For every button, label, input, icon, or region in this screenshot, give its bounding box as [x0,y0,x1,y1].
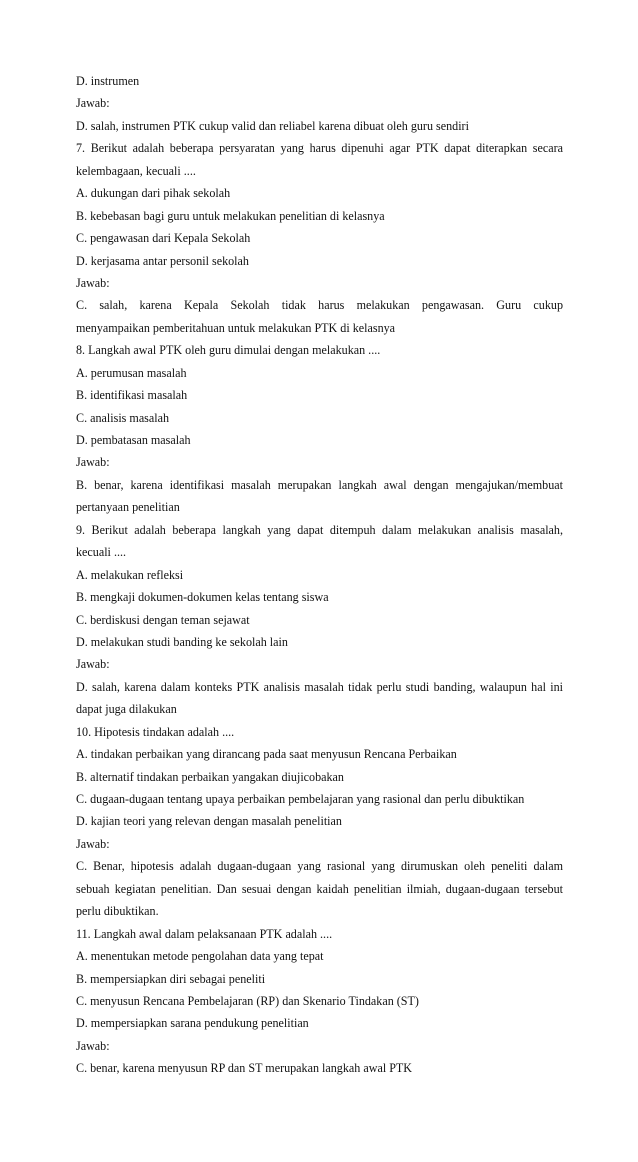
text-line: C. dugaan-dugaan tentang upaya perbaikan pembelajaran yang rasional dan perlu dibuktikan [76,792,525,806]
text-line: 11. Langkah awal dalam pelaksanaan PTK adalah .... [76,926,333,941]
text-line: D. melakukan studi banding ke sekolah lain [76,634,288,649]
text-line: D. pembatasan masalah [76,433,191,447]
text-line: A. dukungan dari pihak sekolah [76,186,231,201]
text-line: Jawab: [76,836,110,851]
text-line: Jawab: [76,657,110,672]
text-line: C. benar, karena menyusun RP dan ST merupakan langkah awal PTK [76,1061,413,1076]
text-line: C. menyusun Rencana Pembelajaran (RP) dan Skenario Tindakan (ST) [76,993,419,1008]
text-line: dapat juga dilakukan [76,702,177,717]
text-line: D. kerjasama antar personil sekolah [76,253,249,268]
text-line: menyampaikan pemberitahuan untuk melakukan PTK di kelasnya [76,320,396,335]
text-line: kelembagaan, kecuali .... [76,163,196,178]
text-line: D. kajian teori yang relevan dengan masalah penelitian [76,814,342,829]
text-line: C. analisis masalah [76,410,170,425]
text-line: D. salah, karena dalam konteks PTK analisis masalah tidak perlu studi banding, walaupun hal ini [76,679,563,694]
text-line: sebuah kegiatan penelitian. Dan sesuai dengan kaidah penelitian ilmiah, dugaan-dugaan tersebut [76,881,563,896]
text-line: A. menentukan metode pengolahan data yang tepat [76,949,324,964]
text-line: C. berdiskusi dengan teman sejawat [76,612,250,627]
text-line: Jawab: [76,1038,110,1053]
text-line: C. pengawasan dari Kepala Sekolah [76,231,251,246]
text-line: 9. Berikut adalah beberapa langkah yang dapat ditempuh dalam melakukan analisis masalah, [76,522,563,537]
document-page [76,70,563,1080]
text-line: pertanyaan penelitian [76,500,180,515]
text-line: 7. Berikut adalah beberapa persyaratan yang harus dipenuhi agar PTK dapat diterapkan secara [76,141,563,156]
text-line: Jawab: [76,96,110,111]
text-line: B. alternatif tindakan perbaikan yangakan diujicobakan [76,769,344,784]
text-line: B. kebebasan bagi guru untuk melakukan penelitian di kelasnya [76,208,385,223]
text-line: A. perumusan masalah [76,365,187,380]
text-line: D. mempersiapkan sarana pendukung penelitian [76,1016,309,1031]
text-line: D. salah, instrumen PTK cukup valid dan reliabel karena dibuat oleh guru sendiri [76,118,469,133]
text-line: Jawab: [76,275,110,290]
text-line: B. mengkaji dokumen-dokumen kelas tentang siswa [76,590,329,605]
text-line: perlu dibuktikan. [76,904,159,919]
text-line: C. Benar, hipotesis adalah dugaan-dugaan yang rasional yang dirumuskan oleh peneliti dalam [76,859,563,874]
text-line: B. benar, karena identifikasi masalah merupakan langkah awal dengan mengajukan/membuat [76,477,563,492]
text-line: kecuali .... [76,545,127,560]
text-line: A. tindakan perbaikan yang dirancang pada saat menyusun Rencana Perbaikan [76,747,457,762]
text-line: D. instrumen [76,74,140,88]
text-line: C. salah, karena Kepala Sekolah tidak harus melakukan pengawasan. Guru cukup [76,298,563,313]
text-line: 10. Hipotesis tindakan adalah .... [76,724,235,739]
text-line: B. identifikasi masalah [76,388,188,403]
text-line: 8. Langkah awal PTK oleh guru dimulai dengan melakukan .... [76,343,381,358]
text-line: B. mempersiapkan diri sebagai peneliti [76,971,266,986]
text-line: A. melakukan refleksi [76,567,184,582]
text-line: Jawab: [76,455,110,470]
